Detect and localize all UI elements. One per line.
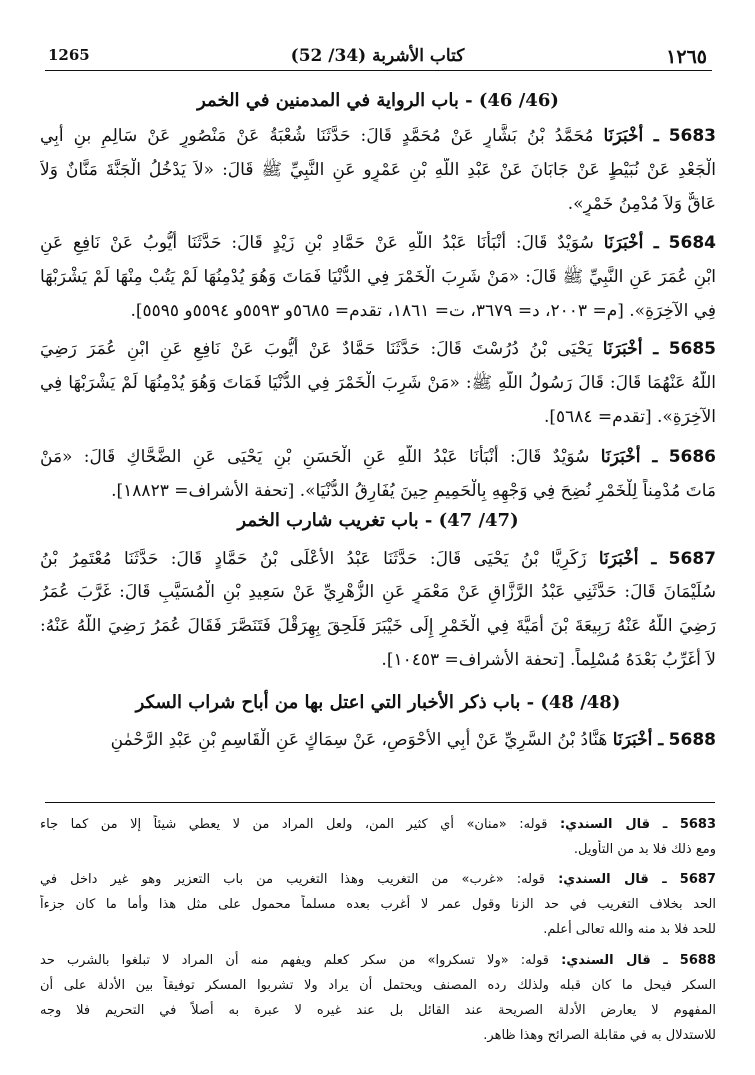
footnote-number: 5683 — [679, 817, 716, 832]
hadith-text: سُلَيْمَانَ قَالَ: حَدَّثَنِي عَبْدُ الرَّزَّاقِ عَنْ مَعْمَرٍ عَنِ الزُّهْرِيِّ عَنْ سَعِيدِ بْنِ الْمُسَيَّبِ قَالَ: غَرَّبَ عُمَرُ — [40, 582, 716, 602]
footnote-author: ـ قال السندي: — [561, 953, 668, 968]
hadith-line — [40, 265, 716, 289]
hadith-line — [40, 445, 716, 469]
footnote-line — [40, 920, 716, 940]
hadith-number: 5685 — [668, 339, 716, 359]
transmission-word: ـ أَخْبَرَنَا — [602, 339, 659, 359]
footnote-line — [40, 976, 716, 996]
hadith-text: رَضِيَ اللَّهُ عَنْهُ رَبِيعَةَ بْنَ أُمَيَّةَ فِي الْخَمْرِ إِلَى خَيْبَرَ فَلَحِقَ بِهِرَقْلَ فَتَنَصَّرَ فَقَالَ عُمَرُ رَضِيَ اللَّهُ عَنْهُ: — [40, 616, 716, 636]
footnote-text: للاستدلال به في مقابلة الصرائح وهذا ظاهر. — [483, 1028, 716, 1043]
footnote-text: ومع ذلك فلا بد من التأويل. — [573, 842, 716, 857]
transmission-word: ـ أَخْبَرَنَا — [603, 233, 659, 253]
footnote-number: 5687 — [679, 872, 716, 887]
hadith-line — [40, 231, 716, 255]
hadith-line — [40, 580, 716, 604]
footnote-line — [40, 1026, 716, 1046]
hadith-text: الْجَعْدِ عَنْ نُبَيْطٍ عَنْ جَابَانَ عَنْ عَبْدِ اللَّهِ بْنِ عَمْرٍو عَنِ النَّبِيِّ ﷺ قَالَ: «لاَ يَدْخُلُ الْجَنَّةَ مَنَّانٌ وَلاَ — [40, 160, 716, 180]
hadith-line — [40, 192, 716, 216]
footnote-text: السكر فيحل ما كان قبله ولذلك رده المصنف ويحتمل أن يراد ولا تشربوا المسكر توفيقاً بين الأدلة على أن — [40, 978, 716, 993]
page-number-latin: 1265 — [48, 46, 90, 64]
hadith-line — [40, 728, 716, 752]
footnote-separator — [45, 802, 715, 803]
hadith-number: 5686 — [668, 447, 716, 467]
footnote-author: ـ قال السندي: — [558, 872, 667, 887]
footnote-text: قوله: «منان» أي كثير المن، ولعل المراد من لا يعطي شيئاً إلا من كما جاء — [40, 817, 548, 832]
footnote-text: قوله: «ولا تسكروا» من سكر كعلم ويفهم منه أن المراد لا تبلغوا بالشرب حد — [40, 953, 550, 968]
hadith-text: عَاقٌّ وَلاَ مُدْمِنُ خَمْرٍ». — [567, 194, 716, 214]
hadith-line — [40, 158, 716, 182]
hadith-line — [40, 614, 716, 638]
hadith-line — [40, 124, 716, 148]
hadith-text: يَحْيَى بْنُ دُرُسْتَ قَالَ: حَدَّثَنَا حَمَّادٌ عَنْ أَيُّوبَ عَنْ نَافِعٍ عَنِ ابْنِ عُمَرَ رَضِيَ — [40, 339, 593, 359]
hadith-text: لاَ أُغَرِّبُ بَعْدَهُ مُسْلِماً. [تحفة الأشراف= ١٠٤٥٣]. — [381, 650, 716, 670]
footnote-number: 5688 — [679, 953, 716, 968]
hadith-number: 5688 — [668, 730, 716, 750]
footnote-line — [40, 951, 716, 971]
chapter-heading: (47/ 47) - باب تغريب شارب الخمر — [237, 510, 519, 531]
hadith-text: زَكَرِيَّا بْنُ يَحْيَى قَالَ: حَدَّثَنَا عَبْدُ الأَعْلَى بْنُ حَمَّادٍ قَالَ: حَدَّثَنَا مُعْتَمِرُ بْنُ — [40, 549, 587, 569]
hadith-line — [40, 299, 716, 323]
footnote-line — [40, 895, 716, 915]
footnote-author: ـ قال السندي: — [559, 817, 668, 832]
footnote-line — [40, 840, 716, 860]
running-title: (52 /34) كتاب الأشربة — [290, 46, 465, 66]
transmission-word: ـ أَخْبَرَنَا — [603, 126, 659, 146]
hadith-line — [40, 547, 716, 571]
hadith-line — [40, 648, 716, 672]
hadith-text: فِي الآخِرَةِ». [م= ٢٠٠٣، د= ٣٦٧٩، ت= ١٨٦١، تقدم= ٥٦٨٥و ٥٥٩٣و ٥٥٩٤و ٥٥٩٥]. — [130, 301, 716, 321]
transmission-word: ـ أَخْبَرَنَا — [612, 730, 664, 750]
hadith-number: 5683 — [668, 126, 716, 146]
footnote-line — [40, 1001, 716, 1021]
hadith-number: 5687 — [668, 549, 716, 569]
hadith-text: مُحَمَّدُ بْنُ بَشَّارٍ عَنْ مُحَمَّدٍ قَالَ: حَدَّثَنَا شُعْبَةُ عَنْ مَنْصُورٍ عَنْ سَالِمِ بنِ أَبِي — [40, 126, 594, 146]
footnote-line — [40, 870, 716, 890]
hadith-text: ابْنِ عُمَرَ عَنِ النَّبِيِّ ﷺ قَالَ: «مَنْ شَرِبَ الْخَمْرَ فِي الدُّنْيَا فَمَاتَ وَهُوَ يُدْمِنُهَا لَمْ يَتُبْ مِنْهَا لَمْ يَشْرَبْهَا — [40, 267, 716, 287]
hadith-text: هَنَّادُ بْنُ السَّرِيِّ عَنْ أَبِي الأَحْوَصِ، عَنْ سِمَاكٍ عَنِ الْقَاسِمِ بْنِ عَبْدِ الرَّحْمٰنِ — [110, 730, 608, 750]
page-number-arabic: ١٢٦٥ — [666, 46, 707, 68]
chapter-heading: (48/ 48) - باب ذكر الأخبار التي اعتل بها من أباح شراب السكر — [135, 692, 621, 713]
hadith-text: سُوَيْدٌ قَالَ: أَنْبَأَنَا عَبْدُ اللَّهِ عَنِ الْحَسَنِ بْنِ يَحْيَى عَنِ الضَّحَّاكِ قَالَ: «مَنْ — [40, 447, 590, 467]
footnote-text: للحد فلا بد منه والله تعالى أعلم. — [543, 922, 716, 937]
footnote-line — [40, 815, 716, 835]
hadith-line — [40, 479, 716, 503]
hadith-line — [40, 337, 716, 361]
footnote-text: الحد بخلاف التغريب في حد الزنا وقول عمر لا أغرب بعده مسلماً محمول على مثل هذا وأما ما كان جزءاً — [40, 897, 716, 912]
header-rule — [45, 70, 712, 71]
hadith-line — [40, 405, 716, 429]
transmission-word: ـ أَخْبَرَنَا — [598, 549, 657, 569]
hadith-text: الآخِرَةِ». [تقدم= ٥٦٨٤]. — [543, 407, 716, 427]
chapter-heading: (46/ 46) - باب الرواية في المدمنين في الخمر — [197, 90, 559, 111]
footnote-text: المفهوم لا يعارض الأدلة الصريحة عند القائل بل عند غيره لا عبرة به أصلاً في التحريم فلا وجه — [40, 1003, 716, 1018]
hadith-line — [40, 371, 716, 395]
hadith-number: 5684 — [668, 233, 716, 253]
transmission-word: ـ أَخْبَرَنَا — [600, 447, 658, 467]
hadith-text: مَاتَ مُدْمِناً لِلْخَمْرِ نُضِحَ فِي وَجْهِهِ بِالْحَمِيمِ حِينَ يُفَارِقُ الدُّنْيَا». [تحفة الأشراف= ١٨٨٢٣]. — [111, 481, 716, 501]
footnote-text: قوله: «غرب» من التغريب وهذا التغريب من باب التعزير وهو غير داخل في — [40, 872, 546, 887]
hadith-text: سُوَيْدٌ قَالَ: أَنْبَأَنَا عَبْدُ اللَّهِ عَنْ حَمَّادِ بْنِ زَيْدٍ قَالَ: حَدَّثَنَا أَيُّوبُ عَنْ نَافِعٍ عَنِ — [40, 233, 594, 253]
hadith-text: اللَّهُ عَنْهُمَا قَالَ: قَالَ رَسُولُ اللَّهِ ﷺ: «مَنْ شَرِبَ الْخَمْرَ فِي الدُّنْيَا فَمَاتَ وَهُوَ يُدْمِنُهَا لَمْ يَشْرَبْهَا فِي — [40, 373, 716, 393]
